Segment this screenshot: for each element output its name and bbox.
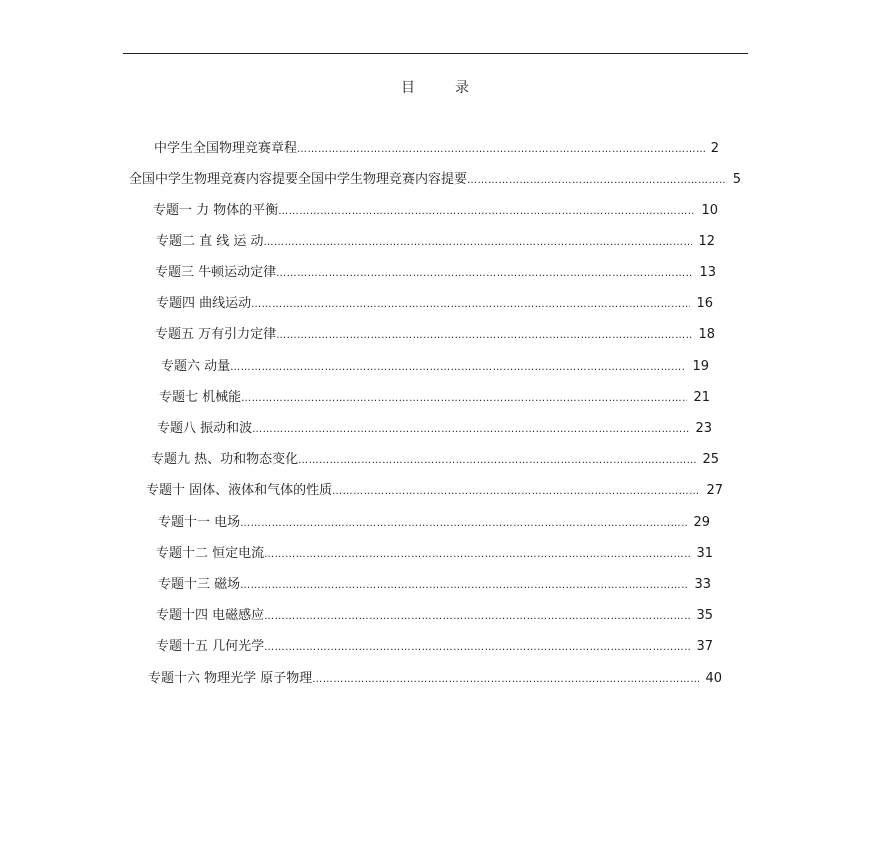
toc-entry[interactable] (155, 326, 715, 345)
toc-entry[interactable] (157, 420, 712, 439)
toc-entry-page: 21 (693, 390, 710, 405)
toc-title (0, 77, 870, 97)
toc-entry-page: 35 (696, 608, 713, 623)
toc-entry-label: 专题三 牛顿运动定律 (155, 265, 277, 280)
toc-entry[interactable] (156, 233, 715, 252)
toc-entry-label: 中学生全国物理竞赛章程 (154, 141, 298, 156)
toc-entry[interactable] (156, 638, 713, 657)
toc-entry-label: 专题十二 恒定电流 (156, 546, 265, 561)
toc-entry-page: 13 (699, 265, 716, 280)
toc-entry[interactable] (156, 295, 713, 314)
toc-entry-label: 专题八 振动和波 (157, 421, 253, 436)
toc-entry-label: 专题五 万有引力定律 (155, 327, 277, 342)
toc-entry-page: 33 (694, 577, 711, 592)
toc-entry[interactable] (155, 264, 716, 283)
toc-entry[interactable] (156, 607, 713, 626)
toc-title-left: 目 (401, 80, 415, 96)
toc-entry-page: 12 (698, 234, 715, 249)
toc-entry-label: 专题十三 磁场 (158, 577, 241, 592)
toc-entry[interactable] (153, 202, 718, 221)
toc-entry-page: 10 (701, 203, 718, 218)
toc-entry[interactable] (158, 514, 710, 533)
toc-title-right: 录 (455, 80, 469, 96)
toc-entry-label: 专题四 曲线运动 (156, 296, 252, 311)
toc-entry-label: 专题六 动量 (161, 359, 231, 374)
toc-entry-label: 专题二 直 线 运 动 (156, 234, 264, 249)
toc-entry-label: 专题十六 物理光学 原子物理 (148, 671, 313, 686)
toc-entry-page: 37 (696, 639, 713, 654)
toc-entry-label: 专题九 热、功和物态变化 (151, 452, 299, 467)
toc-entry[interactable] (158, 576, 711, 595)
toc-entry-label: 专题一 力 物体的平衡 (153, 203, 279, 218)
toc-entry-label: 专题七 机械能 (159, 390, 242, 405)
toc-entry-label: 全国中学生物理竞赛内容提要全国中学生物理竞赛内容提要 (129, 172, 468, 187)
toc-entry-page: 2 (710, 141, 719, 156)
toc-entry-label: 专题十四 电磁感应 (156, 608, 265, 623)
toc-entry-page: 25 (702, 452, 719, 467)
toc-entry[interactable] (146, 482, 723, 501)
toc-entry[interactable] (156, 545, 713, 564)
toc-entry-page: 31 (696, 546, 713, 561)
toc-entry-page: 27 (706, 483, 723, 498)
toc-entry[interactable] (148, 670, 722, 689)
toc-entry-label: 专题十一 电场 (158, 515, 241, 530)
toc-entry-page: 16 (696, 296, 713, 311)
toc-entry[interactable] (154, 140, 719, 159)
toc-entry-page: 23 (695, 421, 712, 436)
toc-entry-page: 40 (705, 671, 722, 686)
toc-entry-page: 5 (732, 172, 741, 187)
toc-entry-label: 专题十 固体、液体和气体的性质 (146, 483, 333, 498)
toc-entry-label: 专题十五 几何光学 (156, 639, 265, 654)
toc-entry-page: 29 (693, 515, 710, 530)
header-rule (123, 53, 748, 54)
toc-entry[interactable] (159, 389, 710, 408)
toc-entry-page: 18 (698, 327, 715, 342)
toc-entry-page: 19 (692, 359, 709, 374)
toc-entry[interactable] (151, 451, 719, 470)
toc-entry[interactable] (129, 171, 741, 190)
toc-entry[interactable] (161, 358, 709, 377)
